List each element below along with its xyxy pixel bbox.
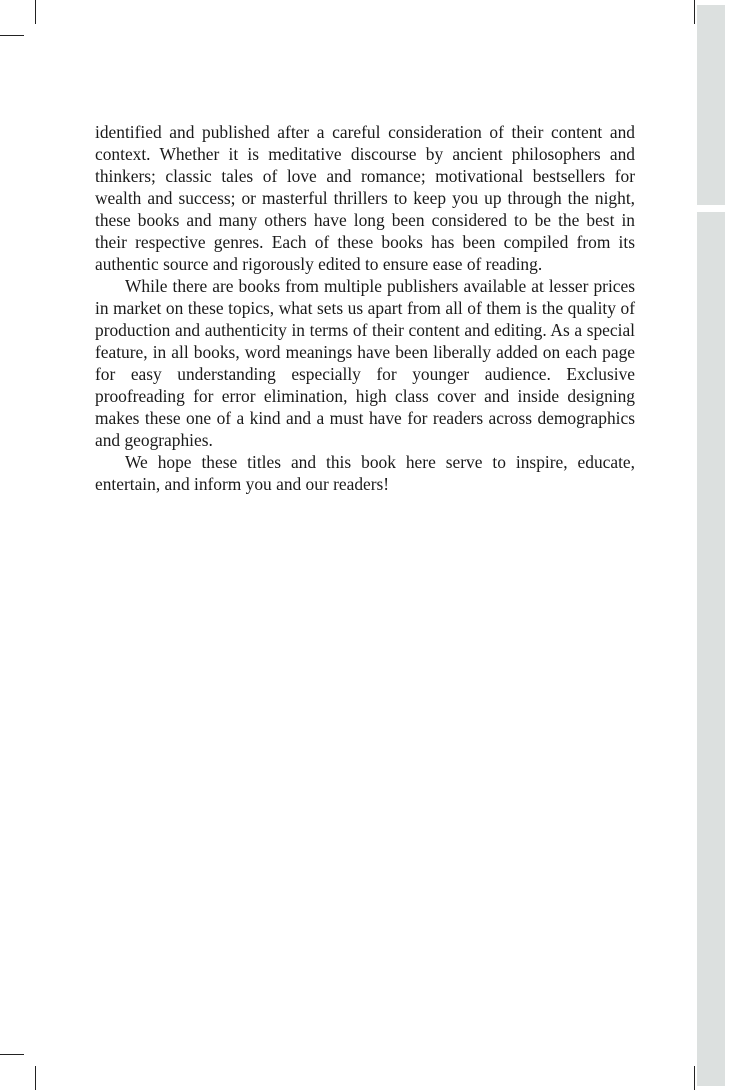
crop-mark-top-left-vertical — [35, 0, 36, 24]
crop-mark-bottom-left-vertical — [35, 1066, 36, 1090]
page-body-text — [95, 121, 635, 495]
crop-mark-top-right-vertical — [694, 0, 695, 24]
paragraph-closing: We hope these titles and this book here serve to inspire, educate, entertain, and inform you and our readers! — [95, 452, 635, 494]
crop-mark-bottom-left-horizontal — [0, 1054, 24, 1055]
paragraph-continuation: identified and published after a careful consideration of their content and context. Whether it is meditative discourse by ancient philosophers and thinkers; classic tales of love and romance; motivational bestsellers for wealth and success; or masterful thrillers to keep you up through the night, these books and many others have long been considered to be the best in their respective genres. Each of these books has been compiled from its authentic source and rigorously edited to ensure ease of reading. — [95, 122, 635, 274]
crop-mark-top-left-horizontal — [0, 35, 24, 36]
scrollbar-track[interactable] — [697, 212, 725, 1086]
scrollbar-thumb[interactable] — [697, 5, 725, 205]
crop-mark-bottom-right-vertical — [694, 1066, 695, 1090]
vertical-scrollbar[interactable] — [697, 0, 730, 1090]
paragraph-quality: While there are books from multiple publishers available at lesser prices in market on these topics, what sets us apart from all of them is the quality of production and authenticity in terms of their content and editing. As a special feature, in all books, word meanings have been liberally added on each page for easy understanding especially for younger audience. Exclusive proofreading for error elimination, high class cover and inside designing makes these one of a kind and a must have for readers across demographics and geographies. — [95, 276, 635, 450]
